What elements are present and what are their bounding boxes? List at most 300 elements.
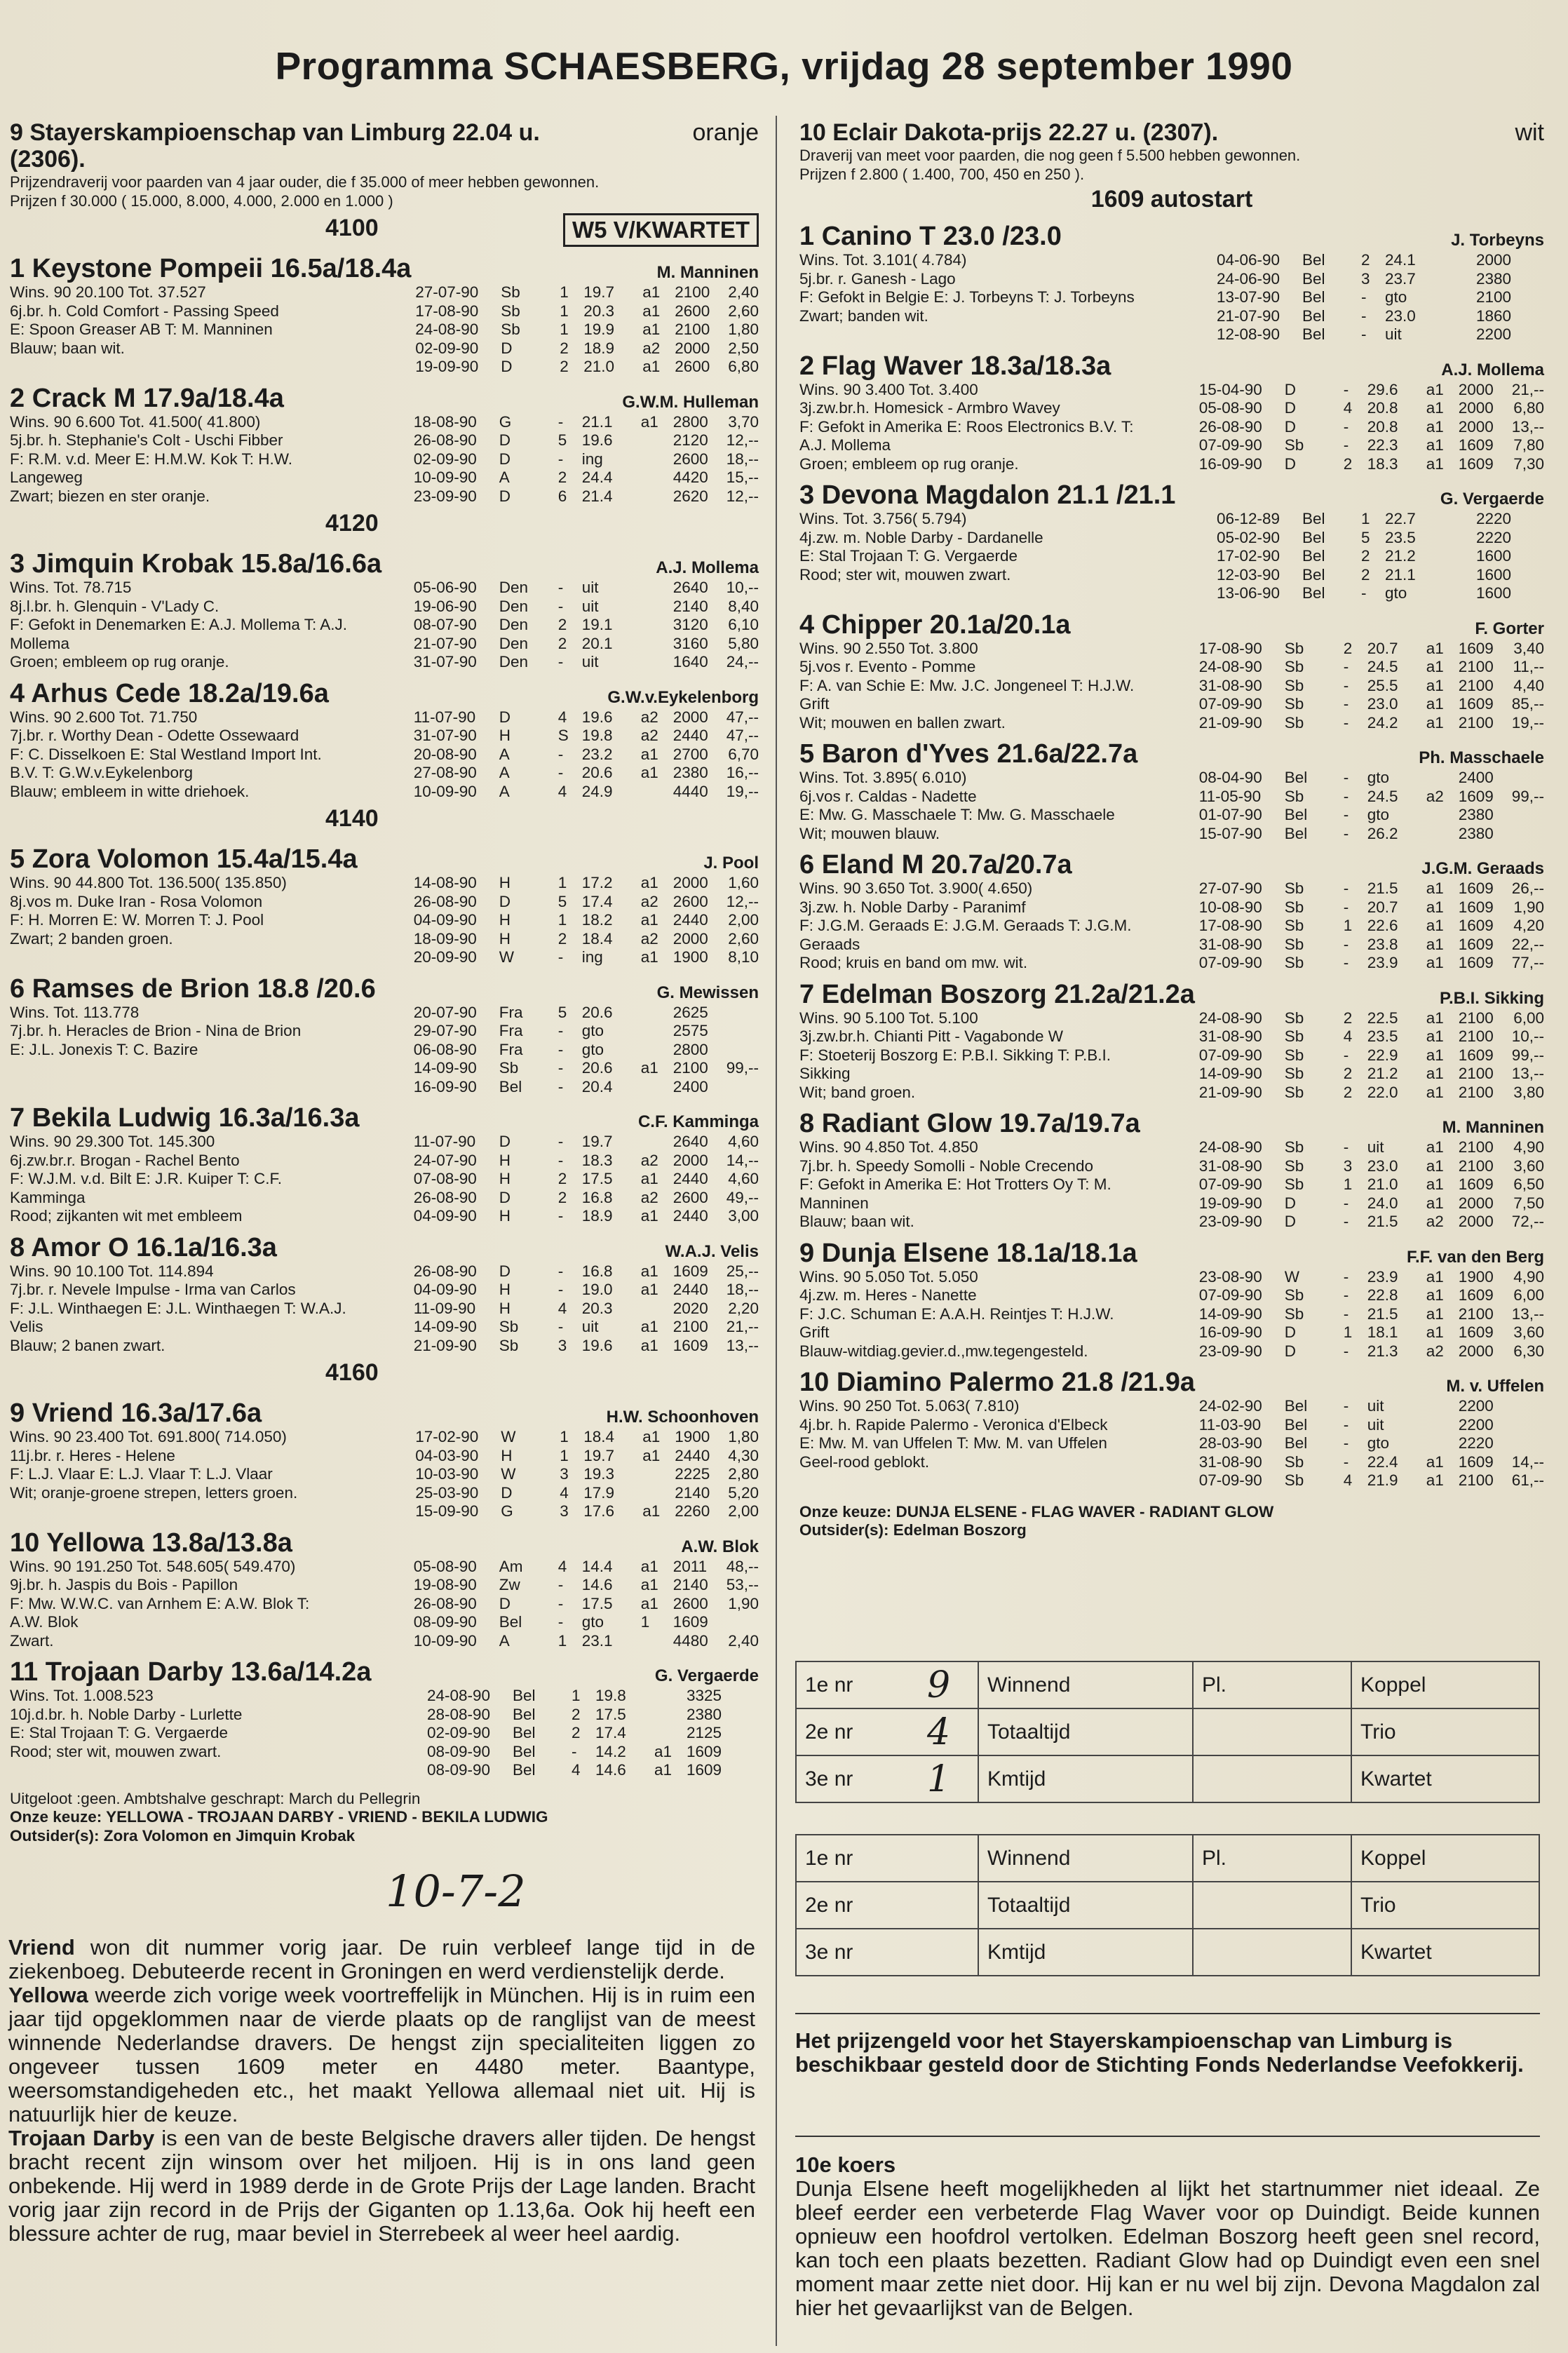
race-color: oranje xyxy=(692,119,759,146)
run-cell: a1 xyxy=(1426,695,1444,713)
run-cell: 5,20 xyxy=(728,1483,759,1502)
run-cell: - xyxy=(1343,879,1349,897)
run-cell: 2 xyxy=(572,1705,581,1723)
info-line: F: Gefokt in Denemarken E: A.J. Mollema T: A.J. xyxy=(10,616,348,633)
run-cell: 24-02-90 xyxy=(1198,1397,1262,1415)
run-cell: 23-09-90 xyxy=(1198,1342,1262,1360)
run-cell: 14.2 xyxy=(595,1742,626,1760)
run-row xyxy=(427,1706,759,1725)
run-cell: 19,-- xyxy=(726,782,759,800)
run-cell: a1 xyxy=(642,321,661,338)
trainer-name: G. Mewissen xyxy=(656,983,759,1002)
run-cell: 17-02-90 xyxy=(1217,547,1280,565)
run-cell: 11,-- xyxy=(1513,658,1544,675)
past-performances xyxy=(1199,1397,1544,1490)
info-line: A.W. Blok xyxy=(10,1613,79,1631)
result-cell: Kwartet xyxy=(1351,1755,1539,1802)
run-cell: 11-09-90 xyxy=(413,1299,476,1317)
result-cell: Pl. xyxy=(1193,1835,1351,1882)
run-cell: 48,-- xyxy=(726,1557,759,1575)
run-cell: Sb xyxy=(1284,787,1304,805)
run-cell: 23.2 xyxy=(581,745,613,763)
run-cell: 20.3 xyxy=(583,302,614,320)
run-cell: - xyxy=(1343,1213,1349,1230)
run-cell xyxy=(641,1022,673,1041)
run-cell: 11-07-90 xyxy=(413,1133,476,1150)
race-10-heading xyxy=(799,119,1544,146)
result-table-2 xyxy=(795,1834,1540,1976)
run-cell xyxy=(1444,307,1476,326)
run-cell: a1 xyxy=(640,1594,658,1612)
run-cell: Sb xyxy=(1284,1083,1304,1101)
run-cell: 2 xyxy=(1343,1083,1353,1101)
run-cell: 18-08-90 xyxy=(413,412,477,431)
info-line: Wins. 90 29.300 Tot. 145.300 xyxy=(10,1133,215,1150)
run-cell: - xyxy=(1343,695,1349,713)
run-cell: 18.4 xyxy=(581,929,613,948)
horse-entry xyxy=(799,222,1544,344)
run-cell: a1 xyxy=(1426,1452,1444,1471)
run-cell: a1 xyxy=(640,1557,658,1575)
run-cell: - xyxy=(1343,380,1349,398)
run-row xyxy=(414,727,759,746)
run-cell: gto xyxy=(1367,806,1390,823)
run-cell: 1 xyxy=(640,1613,650,1631)
run-cell: 2380 xyxy=(673,764,708,781)
run-cell: 15,-- xyxy=(726,468,759,486)
run-row xyxy=(1199,399,1544,418)
run-cell: H xyxy=(501,1446,513,1464)
run-cell: 18.1 xyxy=(1367,1323,1398,1341)
run-cell: 2400 xyxy=(673,1077,708,1095)
run-cell: a1 xyxy=(1426,954,1444,971)
run-cell: - xyxy=(557,745,564,763)
run-cell: Sb xyxy=(501,283,520,301)
run-cell: Sb xyxy=(1284,898,1304,916)
run-cell: - xyxy=(557,1594,564,1612)
run-cell: a1 xyxy=(1426,417,1444,436)
run-cell: 21.5 xyxy=(1367,1213,1398,1230)
run-cell: 2600 xyxy=(673,1188,708,1206)
race-title: 10 Eclair Dakota-prijs 22.27 u. (2307). xyxy=(799,119,1219,146)
run-cell: D xyxy=(1284,1323,1296,1341)
info-line: Wins. 90 250 Tot. 5.063( 7.810) xyxy=(799,1397,1020,1415)
run-cell: 20.6 xyxy=(581,1059,613,1077)
run-row xyxy=(415,321,759,339)
run-cell: a1 xyxy=(1426,1009,1444,1027)
run-cell: 10-08-90 xyxy=(1198,898,1262,916)
info-line: Groen; embleem op rug oranje. xyxy=(799,454,1019,473)
run-cell: 2,80 xyxy=(728,1465,759,1483)
run-cell: 26-08-90 xyxy=(413,1262,477,1280)
trainer-name: M. Manninen xyxy=(1442,1118,1544,1137)
run-cell: 2625 xyxy=(673,1003,708,1021)
run-cell: Den xyxy=(499,653,529,670)
run-cell: Den xyxy=(499,616,529,633)
run-row xyxy=(1217,547,1544,566)
run-cell: - xyxy=(1343,898,1349,916)
run-cell xyxy=(726,1004,759,1023)
run-cell: 19.8 xyxy=(581,727,613,744)
run-cell: Bel xyxy=(1284,1397,1308,1415)
trainer-name: H.W. Schoonhoven xyxy=(606,1408,759,1427)
run-cell xyxy=(1426,1397,1459,1416)
result-row xyxy=(796,1661,1539,1708)
run-cell: a2 xyxy=(640,929,658,948)
run-cell: Sb xyxy=(499,1318,519,1335)
run-cell: a1 xyxy=(642,1428,661,1445)
run-cell: a1 xyxy=(654,1761,673,1779)
trainer-name: M. Manninen xyxy=(656,263,759,282)
run-cell: 2800 xyxy=(673,412,708,431)
run-cell: 3325 xyxy=(687,1687,722,1704)
info-line: Velis xyxy=(10,1318,43,1335)
horse-name: 11 Trojaan Darby 13.6a/14.2a xyxy=(10,1657,372,1687)
run-cell: 07-09-90 xyxy=(1198,1286,1262,1304)
past-performances xyxy=(415,1428,759,1521)
run-cell: Sb xyxy=(501,321,520,338)
run-cell xyxy=(641,783,673,802)
run-cell: 04-09-90 xyxy=(413,1207,477,1225)
run-cell: 07-08-90 xyxy=(413,1170,477,1187)
info-line: Wins. Tot. 113.778 xyxy=(10,1003,140,1021)
run-cell: Sb xyxy=(1284,1286,1304,1304)
run-cell: 1609 xyxy=(1458,917,1494,934)
run-cell: D xyxy=(1284,399,1296,417)
run-cell: 23-09-90 xyxy=(1198,1213,1262,1230)
run-cell: 10,-- xyxy=(1511,1027,1544,1045)
run-cell: 4,30 xyxy=(728,1446,759,1464)
run-cell: 2640 xyxy=(673,1133,708,1150)
run-cell: 17.2 xyxy=(581,874,613,891)
run-cell: 27-08-90 xyxy=(413,764,477,781)
run-cell: Bel xyxy=(1302,306,1325,325)
horse-info xyxy=(799,1009,1199,1103)
info-line: Groen; embleem op rug oranje. xyxy=(10,653,229,670)
info-line: Blauw-witdiag.gevier.d.,mw.tegengesteld. xyxy=(799,1342,1088,1360)
run-row xyxy=(1199,1027,1544,1046)
run-row xyxy=(415,1447,759,1466)
run-cell xyxy=(1529,529,1544,548)
run-cell: a2 xyxy=(1426,1213,1444,1230)
run-cell: H xyxy=(499,1281,511,1298)
run-cell: 2100 xyxy=(673,1059,708,1077)
run-row xyxy=(1217,270,1544,289)
result-cell: 2e nr xyxy=(796,1882,919,1929)
horse-info xyxy=(10,1687,427,1780)
run-cell: D xyxy=(1284,417,1296,436)
run-cell xyxy=(1426,769,1459,788)
run-cell xyxy=(642,1484,675,1503)
trainer-name: G. Vergaerde xyxy=(654,1666,759,1685)
run-cell: Den xyxy=(499,634,529,652)
run-cell: 4,60 xyxy=(728,1133,759,1150)
run-cell: 47,-- xyxy=(726,727,759,744)
run-cell xyxy=(740,1724,759,1743)
run-cell: - xyxy=(1343,1415,1349,1434)
result-cell: Trio xyxy=(1351,1708,1539,1755)
run-cell: 12-08-90 xyxy=(1217,325,1280,343)
run-cell: Bel xyxy=(513,1724,536,1741)
horse-details xyxy=(10,874,759,967)
run-cell: 20.6 xyxy=(581,764,613,781)
run-cell: 08-07-90 xyxy=(413,616,477,633)
run-cell: gto xyxy=(581,1040,604,1058)
horse-name: 9 Dunja Elsene 18.1a/18.1a xyxy=(799,1238,1137,1268)
horse-header xyxy=(799,1368,1544,1397)
run-cell: 02-09-90 xyxy=(413,450,477,468)
run-cell: a2 xyxy=(640,727,658,744)
bet-group-header xyxy=(10,1355,759,1391)
run-cell: 4,20 xyxy=(1513,917,1544,934)
past-performances xyxy=(1217,510,1544,603)
run-cell: 27-07-90 xyxy=(415,283,479,301)
run-cell: 23.9 xyxy=(1367,954,1398,971)
run-cell: - xyxy=(1343,1434,1349,1452)
info-line: Wins. 90 4.850 Tot. 4.850 xyxy=(799,1138,978,1156)
horse-info xyxy=(799,510,1217,603)
run-cell: 17-08-90 xyxy=(415,302,479,320)
run-cell: 24.1 xyxy=(1385,251,1416,269)
info-line: F: Stoeterij Boszorg E: P.B.I. Sikking T: P.B.I. xyxy=(799,1046,1111,1064)
run-cell: a1 xyxy=(1426,1027,1444,1045)
past-performances xyxy=(427,1687,759,1780)
horse-info xyxy=(10,579,414,672)
run-cell: a1 xyxy=(642,1502,661,1520)
run-row xyxy=(427,1743,759,1762)
run-cell: 2600 xyxy=(675,358,710,375)
run-cell: 2600 xyxy=(675,302,710,320)
run-row xyxy=(1199,1416,1544,1435)
run-cell: - xyxy=(1361,584,1367,602)
run-cell: 1609 xyxy=(1458,1286,1494,1304)
run-cell: Sb xyxy=(1284,1175,1304,1193)
run-cell: 14-09-90 xyxy=(413,1318,477,1335)
run-cell: 3 xyxy=(560,1502,569,1520)
horse-entry xyxy=(799,1109,1544,1232)
run-cell: 1609 xyxy=(673,1336,708,1354)
run-cell: gto xyxy=(1367,769,1390,786)
run-cell: 2 xyxy=(1343,639,1353,657)
run-cell: a1 xyxy=(642,1446,661,1464)
run-cell: 3,60 xyxy=(1513,1157,1544,1175)
run-cell: 5 xyxy=(557,1003,567,1021)
info-line: Wins. 90 23.400 Tot. 691.800( 714.050) xyxy=(10,1428,287,1445)
info-line: 3j.zw.br.h. Homesick - Armbro Wavey xyxy=(799,399,1060,417)
info-line: 5j.vos r. Evento - Pomme xyxy=(799,658,976,675)
run-cell: a2 xyxy=(1426,1342,1444,1360)
run-row xyxy=(1217,510,1544,529)
run-row xyxy=(1199,788,1544,807)
run-cell: 1,80 xyxy=(728,321,759,338)
horse-details xyxy=(10,1428,759,1521)
run-cell: - xyxy=(1343,769,1349,786)
result-cell: 3e nr xyxy=(796,1929,919,1976)
run-cell: 23.5 xyxy=(1385,528,1416,546)
result-cell: Pl. xyxy=(1193,1661,1351,1708)
run-cell: 18,-- xyxy=(726,450,759,468)
info-line: 8j.vos m. Duke Iran - Rosa Volomon xyxy=(10,892,263,910)
result-row xyxy=(796,1882,1539,1929)
run-row xyxy=(414,1595,759,1614)
run-cell: a1 xyxy=(1426,917,1444,934)
run-cell: Bel xyxy=(1284,1434,1308,1452)
run-cell: 4 xyxy=(1343,399,1353,417)
run-cell: 4,40 xyxy=(1513,676,1544,694)
info-line: Rood; zijkanten wit met embleem xyxy=(10,1207,243,1225)
run-cell: 13,-- xyxy=(1511,417,1544,436)
run-cell: 14.6 xyxy=(595,1761,626,1779)
run-cell: 2000 xyxy=(673,708,708,726)
horse-info xyxy=(799,381,1199,474)
run-cell: 2 xyxy=(557,929,567,948)
run-cell: - xyxy=(1343,787,1349,805)
run-cell: 12,-- xyxy=(726,487,759,505)
run-cell: 1 xyxy=(557,1631,567,1650)
info-line: Blauw; baan wit. xyxy=(799,1213,914,1230)
run-cell: a1 xyxy=(640,1318,658,1335)
run-cell: a1 xyxy=(1426,1304,1444,1323)
run-cell: 28-03-90 xyxy=(1198,1434,1262,1452)
run-row xyxy=(1199,381,1544,400)
info-line: 5j.br. r. Ganesh - Lago xyxy=(799,269,956,288)
race-9-heading xyxy=(10,119,759,146)
horse-header xyxy=(799,980,1544,1009)
run-cell: a1 xyxy=(640,1262,658,1280)
result-cell: 1e nr xyxy=(796,1661,919,1708)
past-performances xyxy=(414,1558,759,1651)
trainer-name: A.W. Blok xyxy=(681,1537,759,1556)
result-cell: 4 xyxy=(919,1708,978,1755)
run-cell: - xyxy=(1343,1046,1349,1064)
run-cell: 21,-- xyxy=(726,1318,759,1335)
run-cell: a2 xyxy=(642,339,661,357)
run-cell: 1600 xyxy=(1476,547,1512,565)
run-row xyxy=(414,1300,759,1319)
horse-header xyxy=(10,1657,759,1687)
run-cell: 24.2 xyxy=(1367,713,1398,731)
left-footer-draw: Uitgeloot :geen. Ambtshalve geschrapt: March du Pellegrin xyxy=(10,1789,421,1807)
run-cell: 2,60 xyxy=(728,302,759,320)
run-row xyxy=(414,1613,759,1632)
run-cell: 02-09-90 xyxy=(415,339,479,357)
info-line: 6j.br. h. Cold Comfort - Passing Speed xyxy=(10,302,279,320)
run-cell xyxy=(1529,307,1544,326)
run-cell: 1609 xyxy=(673,1262,708,1280)
run-cell: 10-09-90 xyxy=(413,1631,477,1650)
trainer-name: G.W.v.Eykelenborg xyxy=(607,687,759,707)
run-cell: 21.3 xyxy=(1367,1342,1398,1360)
run-row xyxy=(415,1502,759,1521)
horse-details xyxy=(799,251,1544,344)
horse-entry xyxy=(10,1528,759,1651)
run-cell xyxy=(740,1687,759,1706)
run-cell: 17-02-90 xyxy=(415,1428,479,1445)
info-line: F: L.J. Vlaar E: L.J. Vlaar T: L.J. Vlaar xyxy=(10,1465,273,1483)
run-cell: 2100 xyxy=(675,283,710,301)
run-cell: 26-08-90 xyxy=(413,1594,477,1612)
horse-entry xyxy=(799,351,1544,474)
run-cell: Sb xyxy=(1284,1065,1304,1082)
run-cell: a2 xyxy=(640,892,658,910)
run-cell: a1 xyxy=(1426,1471,1444,1489)
run-cell: D xyxy=(1284,380,1296,398)
run-row xyxy=(414,1133,759,1152)
run-cell: 2,60 xyxy=(728,929,759,948)
result-cell: Kwartet xyxy=(1351,1929,1539,1976)
race-description: Prijzendraverij voor paarden van 4 jaar ouder, die f 35.000 of meer hebben gewonnen. xyxy=(10,173,600,191)
result-cell xyxy=(1193,1882,1351,1929)
run-row xyxy=(1217,325,1544,344)
run-cell: 2000 xyxy=(673,929,708,948)
run-cell: 20.6 xyxy=(581,1003,613,1021)
past-performances xyxy=(414,1133,759,1226)
run-cell: 25.5 xyxy=(1367,676,1398,694)
result-cell: 2e nr xyxy=(796,1708,919,1755)
horse-info xyxy=(799,879,1199,973)
run-cell: 26-08-90 xyxy=(1198,417,1262,436)
result-row xyxy=(796,1929,1539,1976)
horse-header xyxy=(799,1239,1544,1268)
run-cell: 6,00 xyxy=(1513,1286,1544,1304)
run-cell: 14-09-90 xyxy=(413,1059,477,1077)
run-cell: a1 xyxy=(1426,1065,1444,1082)
run-cell: 07-09-90 xyxy=(1198,1175,1262,1193)
run-row xyxy=(427,1761,759,1780)
separator-line xyxy=(795,2013,1540,2014)
run-cell: 07-09-90 xyxy=(1198,1471,1262,1489)
run-row xyxy=(1199,418,1544,437)
run-cell: 19.6 xyxy=(581,1336,613,1354)
run-row xyxy=(414,616,759,635)
run-cell: 1 xyxy=(1343,917,1353,934)
trainer-name: M. v. Uffelen xyxy=(1446,1377,1544,1396)
run-cell: 19.6 xyxy=(581,708,613,726)
horse-name: 5 Zora Volomon 15.4a/15.4a xyxy=(10,844,358,874)
run-cell: 13,-- xyxy=(1511,1304,1544,1323)
run-cell: 1 xyxy=(560,1428,569,1445)
run-cell: Sb xyxy=(1284,954,1304,971)
info-line: 5j.br. h. Stephanie's Colt - Uschi Fibber xyxy=(10,431,283,449)
run-cell: H xyxy=(499,1207,511,1225)
info-line: Wins. Tot. 3.101( 4.784) xyxy=(799,251,967,269)
run-cell: 2,00 xyxy=(728,911,759,929)
run-cell: - xyxy=(1343,1397,1349,1415)
run-cell: 14,-- xyxy=(726,1151,759,1169)
run-cell: Sb xyxy=(499,1059,519,1077)
run-cell: 72,-- xyxy=(1511,1213,1544,1230)
run-cell: 1 xyxy=(557,874,567,891)
run-cell: 11-07-90 xyxy=(413,708,476,726)
run-cell: 3,60 xyxy=(1513,1323,1544,1341)
trainer-name: J.G.M. Geraads xyxy=(1421,859,1544,878)
run-cell: 14-09-90 xyxy=(1198,1065,1262,1082)
run-cell: 19.6 xyxy=(581,431,613,449)
run-cell xyxy=(654,1724,687,1743)
horse-name: 7 Bekila Ludwig 16.3a/16.3a xyxy=(10,1103,360,1133)
info-line: B.V. T: G.W.v.Eykelenborg xyxy=(10,764,193,781)
run-cell: 19.8 xyxy=(595,1687,626,1704)
run-cell: 02-09-90 xyxy=(427,1724,491,1741)
info-line: Wins. Tot. 1.008.523 xyxy=(10,1687,154,1704)
run-row xyxy=(415,339,759,358)
run-cell: 2800 xyxy=(673,1040,708,1058)
info-line: Wins. 90 3.400 Tot. 3.400 xyxy=(799,380,978,398)
run-cell xyxy=(641,653,673,672)
horse-header xyxy=(10,1528,759,1558)
run-cell: - xyxy=(1343,1194,1349,1212)
info-line: Blauw; baan wit. xyxy=(10,339,125,357)
